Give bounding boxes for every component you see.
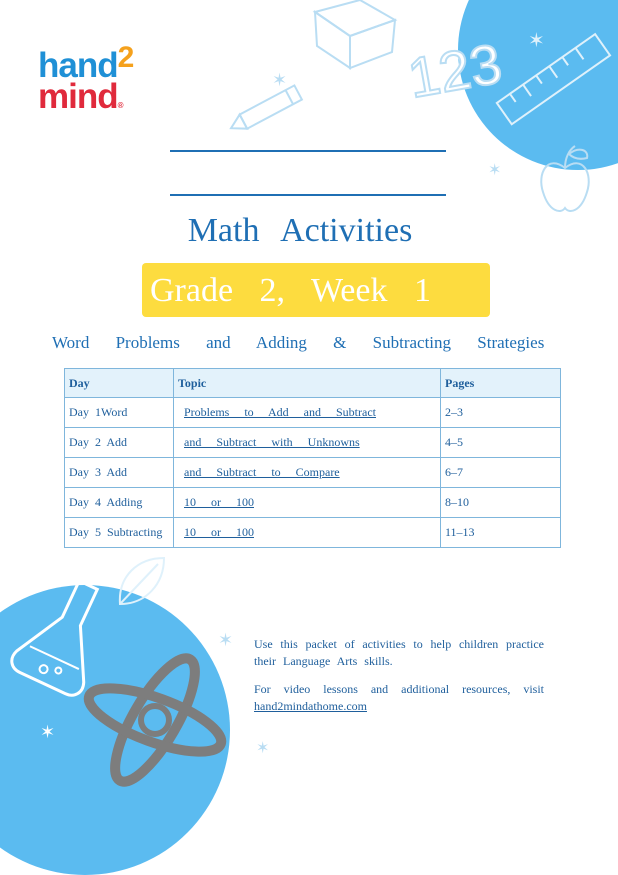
row-pages: 11–13: [441, 518, 561, 548]
footer-visit-text: For video lessons and additional resources, visit: [254, 682, 544, 696]
table-row: [65, 458, 561, 488]
ruler-icon: [490, 30, 618, 130]
star-icon: ✶: [40, 722, 56, 742]
row-day: Day 5 Subtracting: [65, 518, 174, 548]
logo-text-top: hand: [38, 46, 118, 85]
row-topic-link[interactable]: 10 or 100: [174, 488, 441, 518]
schedule-table: [64, 368, 561, 548]
row-day: Day 1Word: [65, 398, 174, 428]
row-pages: 6–7: [441, 458, 561, 488]
row-topic-link[interactable]: and Subtract with Unknowns: [174, 428, 441, 458]
table-row: [65, 518, 561, 548]
logo-text-bottom: mind: [38, 77, 118, 116]
row-topic-link[interactable]: and Subtract to Compare: [174, 458, 441, 488]
row-pages: 4–5: [441, 428, 561, 458]
decor-numbers: 123: [403, 31, 507, 110]
header-topic: Topic: [174, 369, 441, 398]
table-header-row: [65, 369, 561, 398]
grade-label: Grade 2, Week 1: [150, 272, 431, 309]
page-subtitle: Word Problems and Adding & Subtracting Strategies: [52, 333, 545, 352]
row-topic-link[interactable]: Problems to Add and Subtract: [174, 398, 441, 428]
pencil-icon: [222, 78, 317, 138]
hand2mind-logo: [38, 41, 134, 116]
page-title: Math Activities: [187, 212, 413, 249]
row-pages: 2–3: [441, 398, 561, 428]
footer-usage-text: Use this packet of activities to help children practice their Language Arts skills.: [254, 637, 544, 668]
header-day: Day: [65, 369, 174, 398]
star-icon: ✶: [218, 630, 234, 650]
logo-number: 2: [117, 41, 134, 74]
row-day: Day 3 Add: [65, 458, 174, 488]
atom-icon: [80, 640, 230, 800]
row-topic-link[interactable]: 10 or 100: [174, 518, 441, 548]
star-icon: ✶: [272, 70, 288, 90]
cube-outline-icon: [300, 0, 410, 70]
name-blank-line[interactable]: [170, 150, 446, 152]
star-icon: ✶: [256, 740, 270, 757]
logo-registered-mark: ®: [117, 101, 123, 110]
leaf-icon: [112, 552, 172, 612]
row-day: Day 4 Adding: [65, 488, 174, 518]
table-row: [65, 398, 561, 428]
footer-resources-text: [254, 681, 544, 715]
row-day: Day 2 Add: [65, 428, 174, 458]
star-icon: ✶: [528, 30, 545, 52]
table-row: [65, 488, 561, 518]
apple-icon: [535, 140, 595, 220]
star-icon: ✶: [488, 162, 502, 179]
row-pages: 8–10: [441, 488, 561, 518]
footer-note: [254, 636, 544, 726]
header-pages: Pages: [441, 369, 561, 398]
website-link[interactable]: hand2mindathome.com: [254, 699, 367, 713]
date-blank-line[interactable]: [170, 194, 446, 196]
table-row: [65, 428, 561, 458]
